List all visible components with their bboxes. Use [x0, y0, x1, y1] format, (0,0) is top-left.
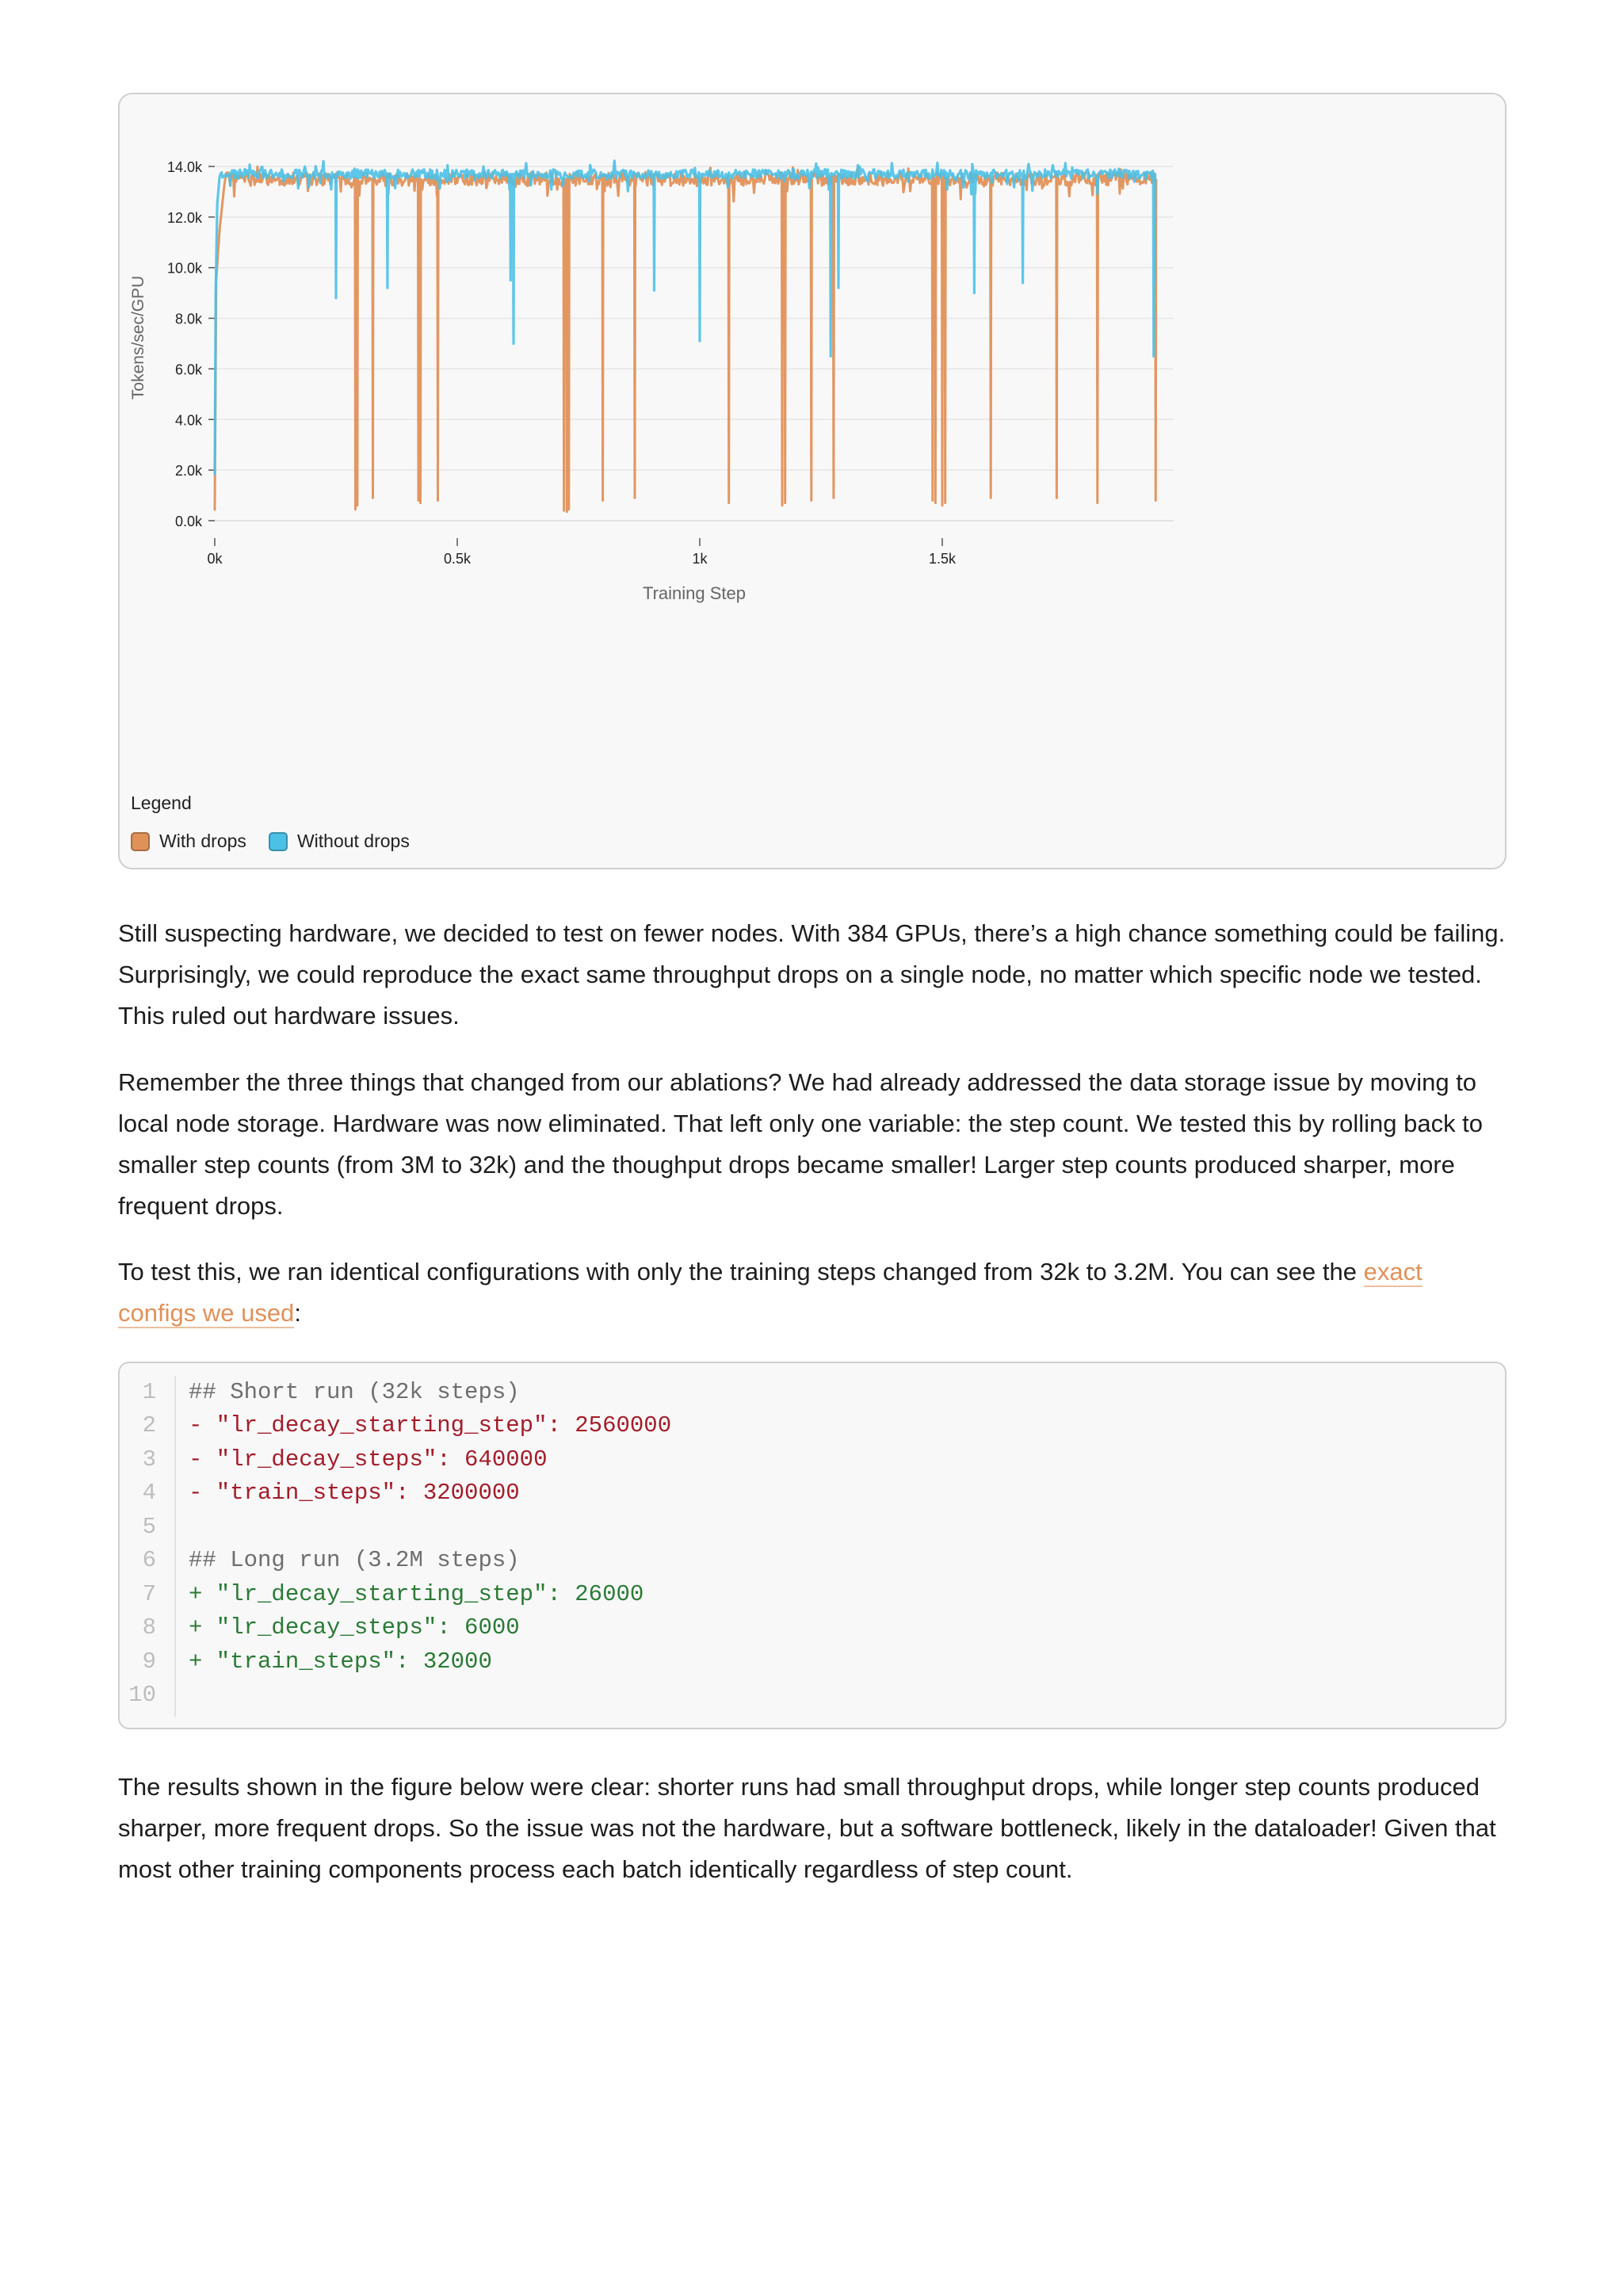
line-number: 6: [142, 1547, 156, 1574]
code-lines: [120, 1375, 671, 1712]
legend-item-without-drops[interactable]: [269, 831, 410, 852]
code-text: ## Long run (3.2M steps): [189, 1547, 520, 1574]
legend-item-with-drops[interactable]: [131, 831, 246, 852]
code-text: + "train_steps": 32000: [189, 1648, 492, 1675]
line-number: 1: [142, 1378, 156, 1405]
config-diff-code-block: [118, 1362, 1507, 1729]
x-tick-label: 1.5k: [928, 551, 957, 567]
code-line: [120, 1544, 671, 1578]
paragraph-configs-colon: :: [294, 1299, 301, 1327]
x-axis-label: Training Step: [642, 583, 747, 603]
legend-swatch-with-drops: [131, 832, 150, 851]
line-number: 7: [142, 1580, 156, 1607]
y-tick-label: 6.0k: [174, 361, 202, 378]
paragraph-configs-text: To test this, we ran identical configurations with only the training steps changed from 32k to 3.2M. You can see the: [118, 1258, 1364, 1286]
y-tick-label: 8.0k: [174, 311, 202, 327]
line-number: 2: [142, 1412, 156, 1439]
code-line: [120, 1510, 671, 1544]
code-line: [120, 1477, 671, 1511]
code-line: [120, 1611, 671, 1645]
x-tick-label: 0.5k: [443, 551, 472, 567]
line-number: 8: [142, 1614, 156, 1641]
legend-swatch-without-drops: [269, 832, 288, 851]
legend: [131, 831, 410, 852]
code-line: [120, 1577, 671, 1611]
code-text: + "lr_decay_steps": 6000: [189, 1614, 520, 1641]
code-text: ## Short run (32k steps): [189, 1378, 520, 1405]
code-line: [120, 1679, 671, 1713]
line-number: 4: [142, 1480, 156, 1507]
paragraph-hardware-test: Still suspecting hardware, we decided to test on fewer nodes. With 384 GPUs, there’s a high chance something could be failing. Surprisingly, we could reproduce the exact same throughput drops on a single node, no matter which specific node we tested. This ruled out hardware issues.: [118, 919, 1506, 1030]
y-axis-label: Tokens/sec/GPU: [129, 275, 147, 400]
paragraph-configs: [118, 1251, 1507, 1334]
line-number: 9: [142, 1648, 156, 1675]
line-number: 5: [142, 1513, 156, 1540]
code-text: - "lr_decay_steps": 640000: [189, 1446, 548, 1473]
y-tick-label: 2.0k: [174, 463, 202, 479]
x-tick-label: 1k: [692, 551, 708, 567]
x-tick-label: 0k: [207, 551, 223, 567]
throughput-chart: [120, 94, 1508, 784]
series-line-with-drops: [215, 166, 1156, 512]
y-tick-label: 0.0k: [174, 514, 202, 529]
code-line: [120, 1645, 671, 1679]
throughput-figure: [118, 93, 1507, 869]
code-line: [120, 1409, 671, 1443]
y-tick-label: 14.0k: [166, 159, 202, 175]
code-line: [120, 1442, 671, 1477]
paragraph-results: The results shown in the figure below were clear: shorter runs had small throughput drops, while longer step counts produced sharper, more frequent drops. So the issue was not the hardware, but a software bottleneck, likely in the dataloader! Given that most other training components process each batch identically regardless of step count.: [118, 1773, 1496, 1883]
code-text: - "train_steps": 3200000: [189, 1480, 520, 1507]
code-text: + "lr_decay_starting_step": 26000: [189, 1580, 644, 1607]
line-number: 10: [128, 1682, 156, 1709]
legend-label-without-drops: Without drops: [296, 831, 410, 851]
y-tick-label: 12.0k: [166, 209, 202, 226]
exact-configs-link[interactable]: exact configs we used: [118, 1258, 1423, 1327]
legend-title: Legend: [131, 793, 192, 813]
code-line: [120, 1375, 671, 1409]
paragraph-step-count: Remember the three things that changed from our ablations? We had already addressed the data storage issue by moving to local node storage. Hardware was now eliminated. That left only one variable: the step count. We tested this by rolling back to smaller step counts (from 3M to 32k) and the thoughput drops became smaller! Larger step counts produced sharper, more frequent drops.: [118, 1068, 1484, 1220]
line-number: 3: [142, 1446, 156, 1473]
y-tick-label: 10.0k: [166, 260, 202, 277]
code-text: - "lr_decay_starting_step": 2560000: [189, 1412, 672, 1439]
y-tick-label: 4.0k: [174, 412, 202, 429]
legend-label-with-drops: With drops: [159, 831, 246, 851]
